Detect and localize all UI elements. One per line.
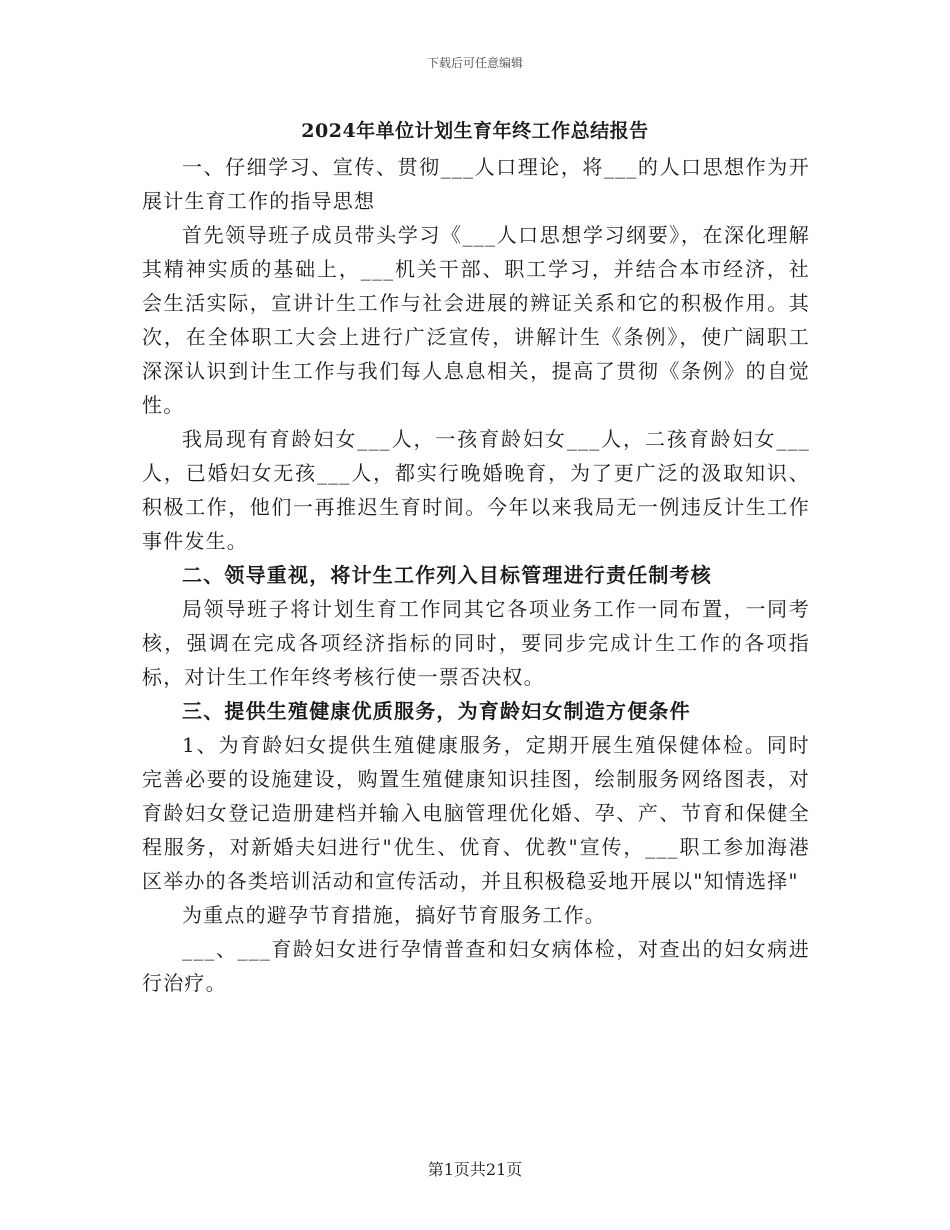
download-editable-note: 下载后可任意编辑 xyxy=(426,56,523,70)
page-number: 第1页共21页 xyxy=(427,1160,523,1179)
section-heading-1: 一、仔细学习、宣传、贯彻___人口理论，将___的人口思想作为开展计生育工作的指导思想 xyxy=(142,155,810,213)
paragraph: 局领导班子将计划生育工作同其它各项业务工作一同布置，一同考核，强调在完成各项经济指标的同时，要同步完成计生工作的各项指标，对计生工作年终考核行使一票否决权。 xyxy=(142,597,810,689)
section-heading-2: 二、领导重视，将计生工作列入目标管理进行责任制考核 xyxy=(182,563,712,587)
paragraph: 为重点的避孕节育措施，搞好节育服务工作。 xyxy=(182,903,606,927)
paragraph: 1、为育龄妇女提供生殖健康服务，定期开展生殖保健体检。同时完善必要的设施建设，购置生殖健康知识挂图，绘制服务网络图表，对育龄妇女登记造册建档并输入电脑管理优化婚、孕、产、节育和保健全程服务，对新婚夫妇进行"优生、优育、优教"宣传，___职工参加海港区举办的各类培训活动和宣传活动，并且积极稳妥地开展以"知情选择" xyxy=(142,733,810,893)
paragraph: 我局现有育龄妇女___人，一孩育龄妇女___人，二孩育龄妇女___人，已婚妇女无孩___人，都实行晚婚晚育，为了更广泛的汲取知识、积极工作，他们一再推迟生育时间。今年以来我局无一例违反计生工作事件发生。 xyxy=(142,427,810,553)
document-title: 2024年单位计划生育年终工作总结报告 xyxy=(301,120,649,142)
paragraph: ___、___育龄妇女进行孕情普查和妇女病体检，对查出的妇女病进行治疗。 xyxy=(142,937,810,995)
paragraph: 首先领导班子成员带头学习《___人口思想学习纲要》，在深化理解其精神实质的基础上，___机关干部、职工学习，并结合本市经济，社会生活实际，宣讲计生工作与社会进展的辨证关系和它的积极作用。其次，在全体职工大会上进行广泛宣传，讲解计生《条例》，使广阔职工深深认识到计生工作与我们每人息息相关，提高了贯彻《条例》的自觉性。 xyxy=(142,223,810,417)
section-heading-3: 三、提供生殖健康优质服务，为育龄妇女制造方便条件 xyxy=(182,699,691,723)
document-body xyxy=(142,150,810,1000)
